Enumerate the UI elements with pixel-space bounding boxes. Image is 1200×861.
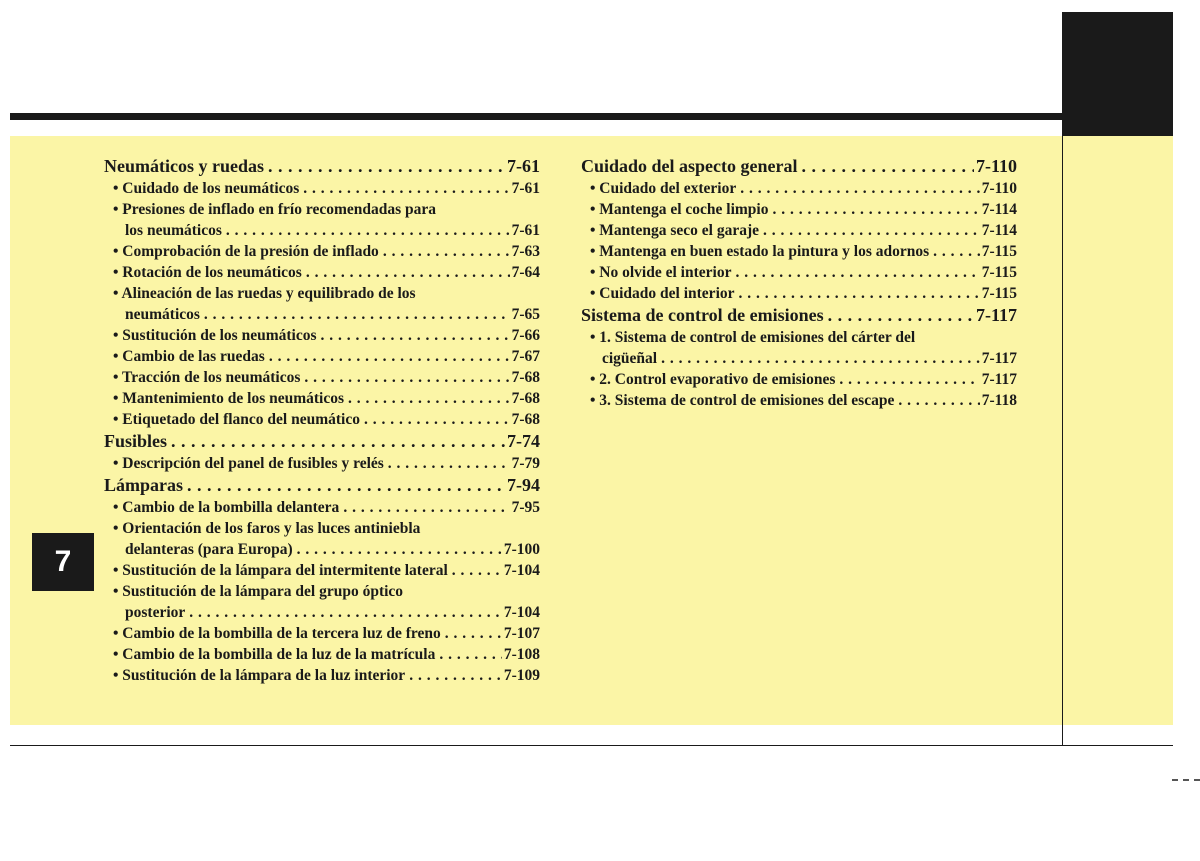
toc-item-label: • Cambio de la bombilla de la luz de la matrícula xyxy=(113,646,436,663)
page-number: 7-118 xyxy=(981,392,1017,409)
toc-item[interactable] xyxy=(104,178,540,199)
page-number: 7-107 xyxy=(503,625,540,642)
toc-section-heading[interactable] xyxy=(104,430,540,453)
toc-item[interactable] xyxy=(104,602,540,623)
toc-item[interactable] xyxy=(104,539,540,560)
toc-section-heading-label: Fusibles xyxy=(104,431,168,451)
toc-item-label: delanteras (para Europa) xyxy=(125,541,293,558)
page-number: 7-117 xyxy=(981,371,1017,388)
toc-item-label: • Mantenga seco el garaje xyxy=(590,222,759,239)
dot-leader xyxy=(321,325,510,346)
toc-item-label: • Cuidado de los neumáticos xyxy=(113,180,300,197)
page-number: 7-61 xyxy=(507,156,540,176)
dot-leader xyxy=(303,178,509,199)
page-number: 7-115 xyxy=(981,285,1017,302)
toc-item[interactable] xyxy=(104,262,540,283)
page-number: 7-63 xyxy=(511,243,540,260)
dot-leader xyxy=(661,348,980,369)
toc-item-label: • Sustitución de la lámpara del intermitente lateral xyxy=(113,562,448,579)
dot-leader xyxy=(269,346,510,367)
dot-leader xyxy=(445,623,502,644)
toc-item-label: • Cambio de la bombilla delantera xyxy=(113,499,340,516)
chapter-tab: 7 xyxy=(32,533,94,591)
toc-section-heading-label: Neumáticos y ruedas xyxy=(104,156,264,176)
toc-item[interactable] xyxy=(581,220,1017,241)
page-number: 7-95 xyxy=(511,499,540,516)
toc-item-label: cigüeñal xyxy=(602,350,658,367)
page-number: 7-94 xyxy=(507,475,540,495)
page-number: 7-114 xyxy=(981,201,1017,218)
page-number: 7-68 xyxy=(511,411,540,428)
crop-mark xyxy=(1172,779,1200,781)
corner-block xyxy=(1063,12,1173,136)
top-rule xyxy=(10,113,1062,120)
toc-item[interactable] xyxy=(581,348,1017,369)
toc-item[interactable] xyxy=(104,623,540,644)
dot-leader xyxy=(898,390,979,411)
toc-item[interactable] xyxy=(581,283,1017,304)
toc-section-heading-label: Lámparas xyxy=(104,475,184,495)
dot-leader xyxy=(740,178,979,199)
toc-item-line: • Orientación de los faros y las luces antiniebla xyxy=(113,520,421,537)
toc-item[interactable] xyxy=(104,560,540,581)
toc-item[interactable] xyxy=(104,388,540,409)
toc-section-heading[interactable] xyxy=(104,155,540,178)
dot-leader xyxy=(763,220,980,241)
page-number: 7-110 xyxy=(975,156,1017,176)
toc-item[interactable] xyxy=(581,178,1017,199)
toc-item[interactable] xyxy=(104,241,540,262)
toc-item[interactable] xyxy=(581,241,1017,262)
toc-item-line: • Presiones de inflado en frío recomendadas para xyxy=(113,201,437,218)
toc-section-heading[interactable] xyxy=(104,474,540,497)
page-number: 7-109 xyxy=(503,667,540,684)
page-number: 7-67 xyxy=(511,348,540,365)
toc-item[interactable] xyxy=(581,369,1017,390)
toc-item-label: • Rotación de los neumáticos xyxy=(113,264,302,281)
dot-leader xyxy=(364,409,510,430)
dot-leader xyxy=(304,367,509,388)
dot-leader xyxy=(343,497,509,518)
vertical-rule xyxy=(1062,12,1063,746)
toc-item-label: • Cuidado del exterior xyxy=(590,180,737,197)
dot-leader xyxy=(802,155,974,178)
page-number: 7-100 xyxy=(503,541,540,558)
page-number: 7-104 xyxy=(503,562,540,579)
page-number: 7-66 xyxy=(511,327,540,344)
side-panel xyxy=(1063,136,1173,725)
page-number: 7-79 xyxy=(511,455,540,472)
toc-item-label: • Comprobación de la presión de inflado xyxy=(113,243,379,260)
dot-leader xyxy=(439,644,502,665)
page-number: 7-65 xyxy=(511,306,540,323)
toc-item-line: • Sustitución de la lámpara del grupo óptico xyxy=(113,583,404,600)
dot-leader xyxy=(409,665,502,686)
toc-item-label: • Cambio de las ruedas xyxy=(113,348,265,365)
toc-item[interactable] xyxy=(104,367,540,388)
toc-item[interactable] xyxy=(104,325,540,346)
toc-item[interactable] xyxy=(104,304,540,325)
toc-item-label: • Tracción de los neumáticos xyxy=(113,369,301,386)
toc-section-heading-label: Sistema de control de emisiones xyxy=(581,305,824,325)
toc-section-heading[interactable] xyxy=(581,304,1017,327)
page-number: 7-104 xyxy=(503,604,540,621)
toc-item[interactable] xyxy=(104,220,540,241)
toc-item-label: • No olvide el interior xyxy=(590,264,732,281)
page-number: 7-61 xyxy=(511,222,540,239)
toc-item-label: • Cuidado del interior xyxy=(590,285,735,302)
page-number: 7-117 xyxy=(981,350,1017,367)
dot-leader xyxy=(773,199,980,220)
page-number: 7-64 xyxy=(511,264,540,281)
page-number: 7-108 xyxy=(503,646,540,663)
toc-section-heading-label: Cuidado del aspecto general xyxy=(581,156,798,176)
toc-item[interactable] xyxy=(104,644,540,665)
dot-leader xyxy=(189,602,502,623)
dot-leader xyxy=(388,453,510,474)
page-number: 7-74 xyxy=(507,431,540,451)
page-number: 7-114 xyxy=(981,222,1017,239)
dot-leader xyxy=(839,369,979,390)
dot-leader xyxy=(933,241,980,262)
bottom-rule xyxy=(10,745,1173,746)
page-number: 7-115 xyxy=(981,264,1017,281)
toc-item-label: • Sustitución de la lámpara de la luz interior xyxy=(113,667,406,684)
toc-item-label: • Mantenga el coche limpio xyxy=(590,201,769,218)
toc-item-label: • Mantenga en buen estado la pintura y los adornos xyxy=(590,243,930,260)
toc-item-line: • Alineación de las ruedas y equilibrado de los xyxy=(113,285,416,302)
dot-leader xyxy=(739,283,980,304)
dot-leader xyxy=(383,241,510,262)
page-number: 7-61 xyxy=(511,180,540,197)
dot-leader xyxy=(348,388,510,409)
toc-item-label: neumáticos xyxy=(125,306,200,323)
toc-section-heading[interactable] xyxy=(581,155,1017,178)
dot-leader xyxy=(735,262,979,283)
dot-leader xyxy=(828,304,974,327)
toc-item[interactable] xyxy=(104,346,540,367)
toc-item-label: • Sustitución de los neumáticos xyxy=(113,327,317,344)
dot-leader xyxy=(268,155,505,178)
toc-item[interactable] xyxy=(581,390,1017,411)
toc-item-label: • Descripción del panel de fusibles y relés xyxy=(113,455,384,472)
dot-leader xyxy=(204,304,510,325)
toc-item[interactable] xyxy=(104,497,540,518)
toc-item-label: • 3. Sistema de control de emisiones del escape xyxy=(590,392,895,409)
dot-leader xyxy=(187,474,505,497)
toc-item[interactable] xyxy=(104,409,540,430)
toc-item[interactable] xyxy=(104,665,540,686)
toc-item-label: los neumáticos xyxy=(125,222,222,239)
toc-item-label: • Etiquetado del flanco del neumático xyxy=(113,411,360,428)
page-number: 7-68 xyxy=(511,369,540,386)
toc-right-column xyxy=(581,155,1017,411)
dot-leader xyxy=(226,220,510,241)
dot-leader xyxy=(452,560,502,581)
toc-item-label: • 2. Control evaporativo de emisiones xyxy=(590,371,836,388)
page-number: 7-117 xyxy=(975,305,1017,325)
toc-item[interactable] xyxy=(104,453,540,474)
toc-item[interactable] xyxy=(581,199,1017,220)
toc-item-label: posterior xyxy=(125,604,186,621)
toc-item-label: • Mantenimiento de los neumáticos xyxy=(113,390,345,407)
dot-leader xyxy=(171,430,505,453)
toc-item-label: • Cambio de la bombilla de la tercera luz de freno xyxy=(113,625,441,642)
dot-leader xyxy=(297,539,502,560)
toc-left-column xyxy=(104,155,540,686)
toc-item-line: • 1. Sistema de control de emisiones del cárter del xyxy=(590,329,916,346)
dot-leader xyxy=(306,262,510,283)
page-number: 7-115 xyxy=(981,243,1017,260)
page-number: 7-110 xyxy=(981,180,1017,197)
toc-item[interactable] xyxy=(581,262,1017,283)
page-number: 7-68 xyxy=(511,390,540,407)
